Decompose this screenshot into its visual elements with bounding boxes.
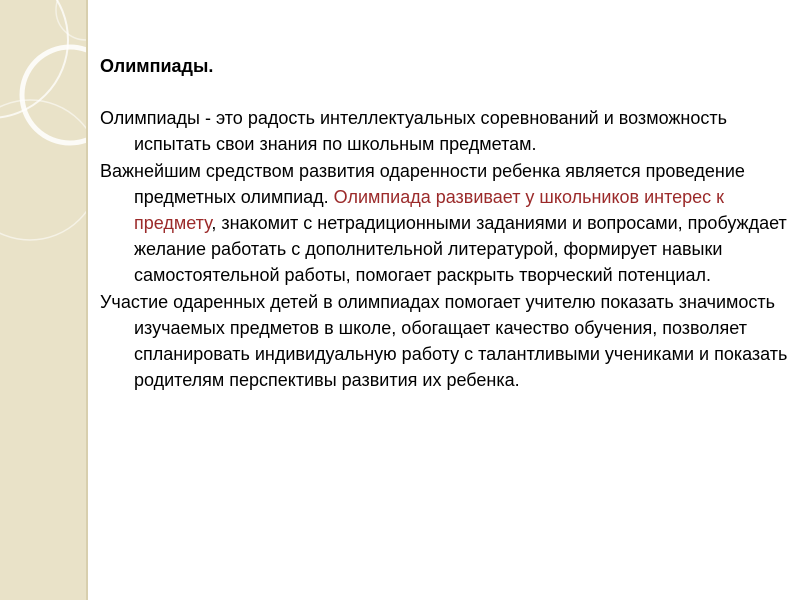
paragraph-3-text: Участие одаренных детей в олимпиадах помогает учителю показать значимость изучаемых предметов в школе, обогащает качество обучения, позволяет спланировать индивидуальную работу с талантливыми учениками и показать родителям перспективы развития их ребенка. bbox=[100, 291, 788, 391]
decorative-side-band bbox=[0, 0, 86, 600]
paragraph-3 bbox=[100, 289, 790, 394]
side-divider bbox=[86, 0, 88, 600]
paragraph-2 bbox=[100, 158, 790, 289]
paragraph-1 bbox=[100, 105, 790, 157]
paragraph-1-text: Олимпиады - это радость интеллектуальных соревнований и возможность испытать свои знания по школьным предметам. bbox=[100, 108, 727, 155]
slide-title: Олимпиады. bbox=[100, 56, 214, 76]
decorative-rings-icon bbox=[0, 0, 86, 600]
paragraph-2-highlight: Олимпиада развивает у школьников интерес к предмету bbox=[134, 186, 725, 234]
slide-content bbox=[100, 53, 790, 393]
paragraph-2-text-after: , знакомит с нетрадиционными заданиями и вопросами, пробуждает желание работать с дополнительной литературой, формирует навыки самостоятельной работы, помогает раскрыть творческий потенциал. bbox=[134, 213, 787, 286]
paragraph-2-text-before: Важнейшим средством развития одаренности ребенка является проведение предметных олимпиад. bbox=[100, 160, 745, 207]
